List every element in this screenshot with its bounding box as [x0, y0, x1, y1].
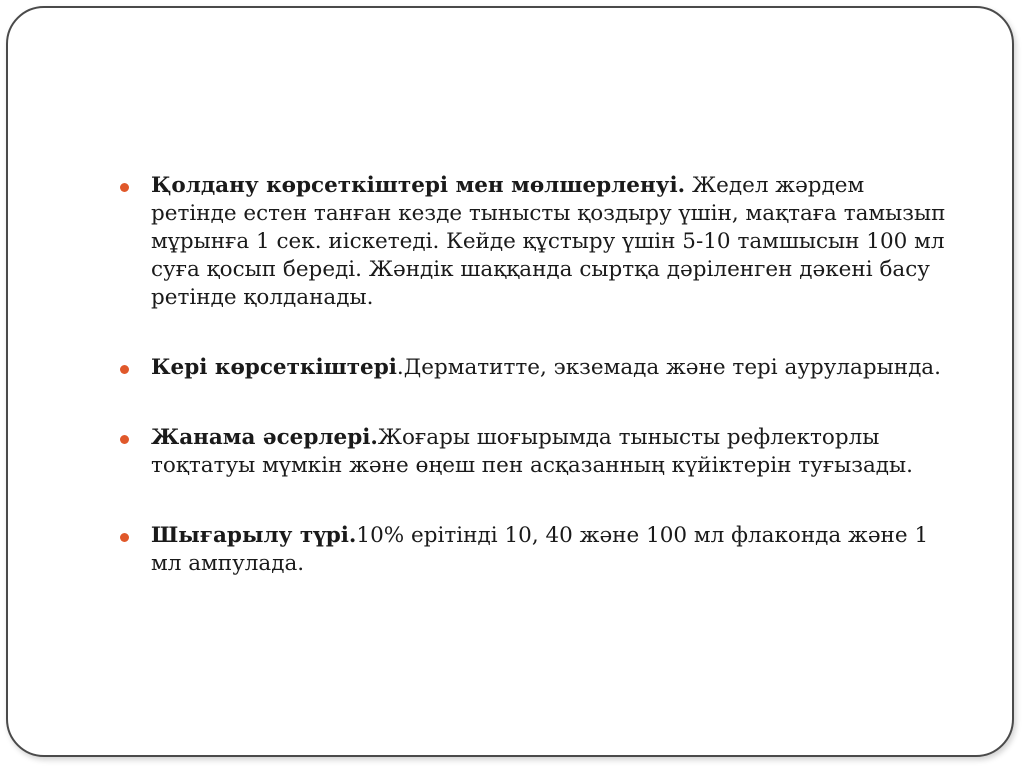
bullet-list: [120, 172, 950, 578]
bullet-heading: Жанама әсерлері.: [151, 425, 378, 450]
bullet-text: Жоғары шоғырымда тынысты рефлекторлы тоқтатуы мүмкін және өңеш пен асқазанның күйіктерін туғызады.: [151, 425, 913, 478]
bullet-item-indications: [120, 172, 950, 312]
bullet-dot-icon: [120, 365, 129, 374]
bullet-item-contraindications: [120, 354, 950, 382]
bullet-heading: Шығарылу түрі.: [151, 523, 357, 548]
bullet-dot-icon: [120, 183, 129, 192]
bullet-text: Жедел жәрдем ретінде естен танған кезде тынысты қоздыру үшін, мақтаға тамызып мұрынға 1 сек. иіскетеді. Кейде құстыру үшін 5-10 тамшысын 100 мл суға қосып береді. Жәндік шаққанда сыртқа дәріленген дәкені басу ретінде қолданады.: [151, 173, 946, 310]
bullet-heading: Кері көрсеткіштері: [151, 355, 397, 380]
bullet-dot-icon: [120, 435, 129, 444]
bullet-item-release-form: [120, 522, 950, 578]
bullet-text: .Дерматитте, экземада және тері ауруларында.: [396, 355, 941, 380]
bullet-dot-icon: [120, 533, 129, 542]
bullet-item-side-effects: [120, 424, 950, 480]
bullet-text: 10% ерітінді 10, 40 және 100 мл флаконда және 1 мл ампулада.: [151, 523, 929, 576]
slide-frame: [6, 6, 1014, 757]
bullet-heading: Қолдану көрсеткіштері мен мөлшерленуі.: [151, 173, 686, 198]
